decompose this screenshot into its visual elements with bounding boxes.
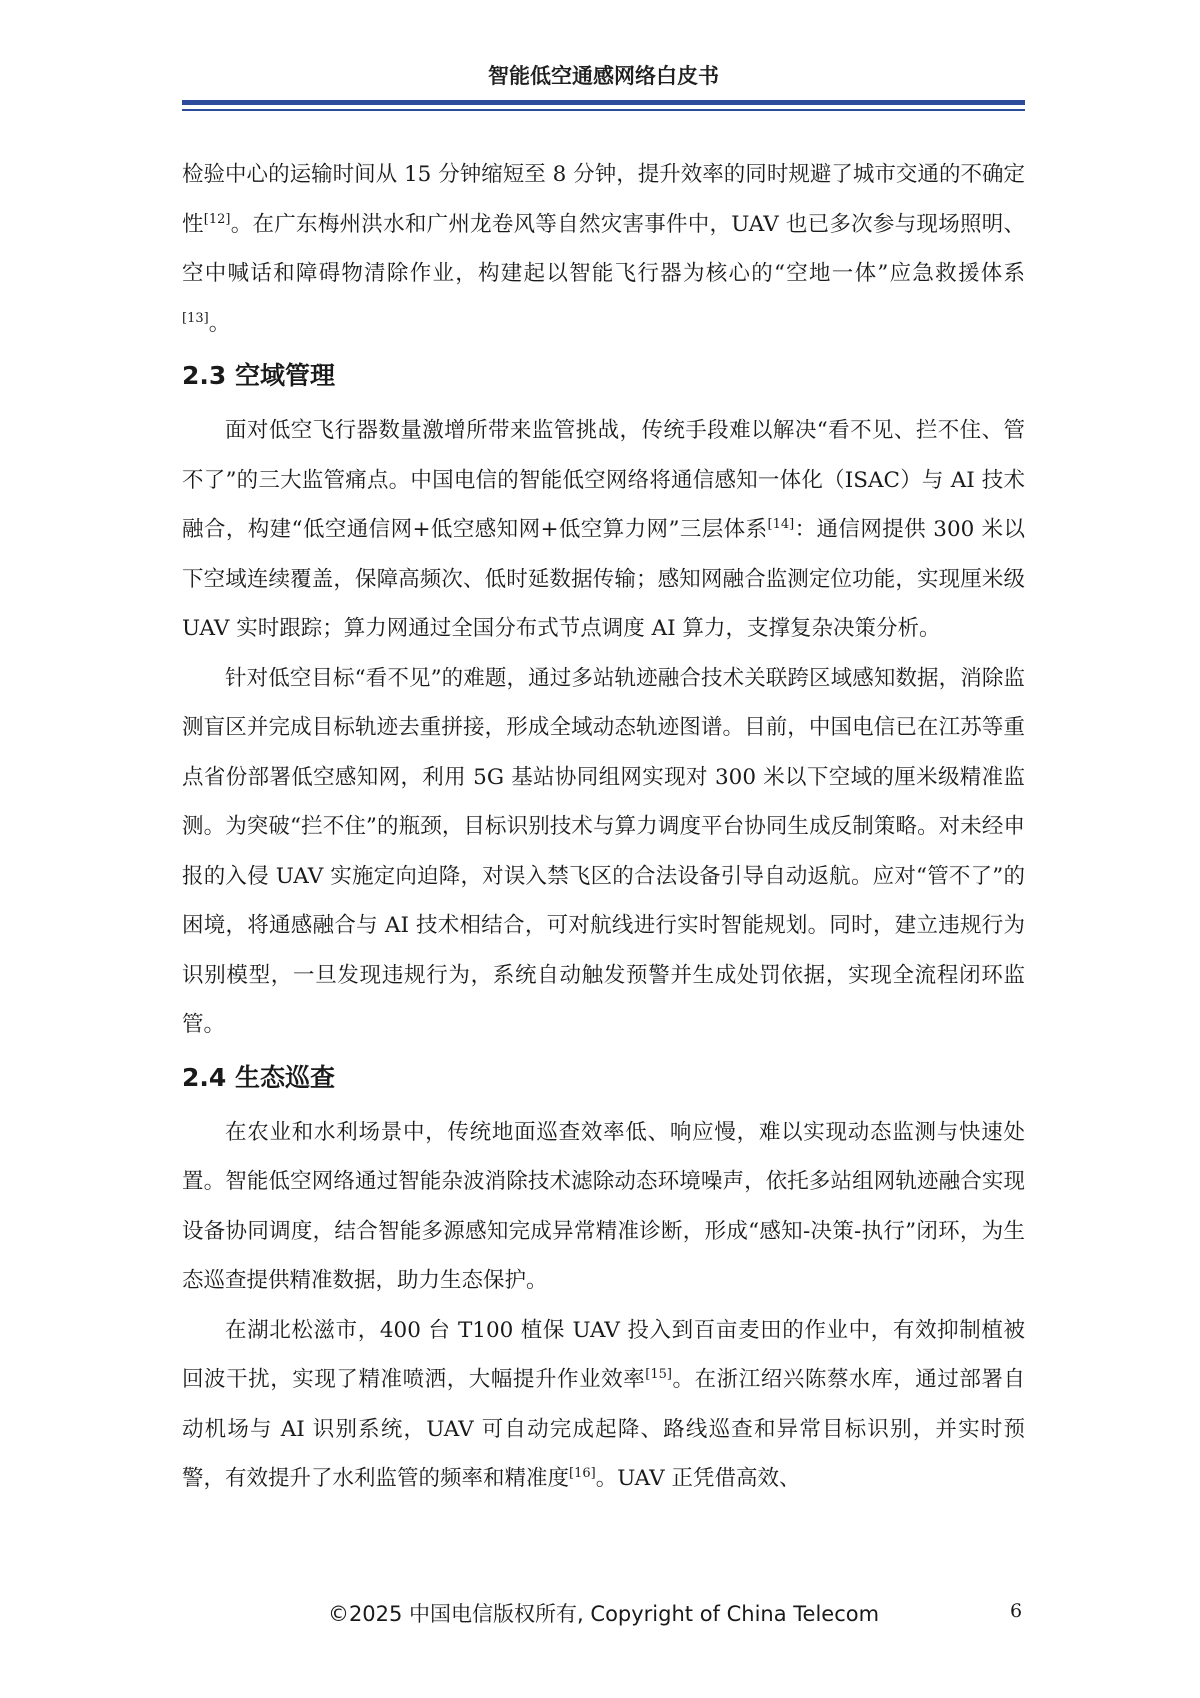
page-body — [182, 150, 1025, 1504]
paragraph-3: 针对低空目标“看不见”的难题，通过多站轨迹融合技术关联跨区域感知数据，消除监测盲区并完成目标轨迹去重拼接，形成全域动态轨迹图谱。目前，中国电信已在江苏等重点省份部署低空感知网，利用 5G 基站协同组网实现对 300 米以下空域的厘米级精准监测。为突破“拦不住”的瓶颈，目标识别技术与算力调度平台协同生成反制策略。对未经申报的入侵 UAV 实施定向迫降，对误入禁飞区的合法设备引导自动返航。应对“管不了”的困境，将通感融合与 AI 技术相结合，可对航线进行实时智能规划。同时，建立违规行为识别模型，一旦发现违规行为，系统自动触发预警并生成处罚依据，实现全流程闭环监管。 — [182, 665, 1025, 1037]
paragraph-text: 。在广东梅州洪水和广州龙卷风等自然灾害事件中，UAV 也已多次参与现场照明、空中喊话和障碍物清除作业，构建起以智能飞行器为核心的“空地一体”应急救援体系 — [182, 211, 1025, 286]
section-heading-2-3: 2.3 空域管理 — [182, 361, 335, 390]
paragraph-text: 检验中心的运输时间从 15 分钟缩短至 8 分钟，提升效率的同时规避了城市交通的不确定性 — [182, 162, 1025, 237]
paragraph-2 — [182, 406, 1025, 654]
paragraph-text: 。在浙江绍兴陈蔡水库，通过部署自动机场与 AI 识别系统，UAV 可自动完成起降、路线巡查和异常目标识别，并实时预警，有效提升了水利监管的频率和精准度 — [182, 1367, 1025, 1491]
header-rule-thick — [182, 100, 1025, 105]
footer-copyright: ©2025 中国电信版权所有, Copyright of China Telecom — [327, 1602, 880, 1626]
paragraph-4: 在农业和水利场景中，传统地面巡查效率低、响应慢，难以实现动态监测与快速处置。智能低空网络通过智能杂波消除技术滤除动态环境噪声，依托多站组网轨迹融合实现设备协同调度，结合智能多源感知完成异常精准诊断，形成“感知-决策-执行”闭环，为生态巡查提供精准数据，助力生态保护。 — [182, 1119, 1025, 1293]
paragraph-1 — [182, 150, 1025, 348]
page-header-title: 智能低空通感网络白皮书 — [488, 64, 719, 88]
paragraph-text: 面对低空飞行器数量激增所带来监管挑战，传统手段难以解决“看不见、拦不住、管不了”的三大监管痛点。中国电信的智能低空网络将通信感知一体化（ISAC）与 AI 技术融合，构建“低空通信网+低空感知网+低空算力网”三层体系 — [182, 418, 1025, 542]
citation-12: [12] — [203, 211, 231, 227]
paragraph-text: 。UAV 正凭借高效、 — [595, 1466, 801, 1491]
citation-13: [13] — [182, 310, 209, 326]
paragraph-text: 。 — [208, 310, 231, 336]
header-rule-thin — [182, 109, 1025, 111]
paragraph-5 — [182, 1306, 1025, 1504]
citation-15: [15] — [645, 1367, 672, 1382]
citation-14: [14] — [767, 517, 795, 532]
section-heading-2-4: 2.4 生态巡查 — [182, 1062, 335, 1092]
paragraph-text: ：通信网提供 300 米以下空域连续覆盖，保障高频次、低时延数据传输；感知网融合监测定位功能，实现厘米级 UAV 实时跟踪；算力网通过全国分布式节点调度 AI 算力，支撑复杂决策分析。 — [182, 517, 1025, 641]
citation-16: [16] — [569, 1466, 596, 1481]
page-number: 6 — [1010, 1600, 1023, 1622]
paragraph-text: 在湖北松滋市，400 台 T100 植保 UAV 投入到百亩麦田的作业中，有效抑制植被回波干扰，实现了精准喷洒，大幅提升作业效率 — [182, 1317, 1025, 1392]
